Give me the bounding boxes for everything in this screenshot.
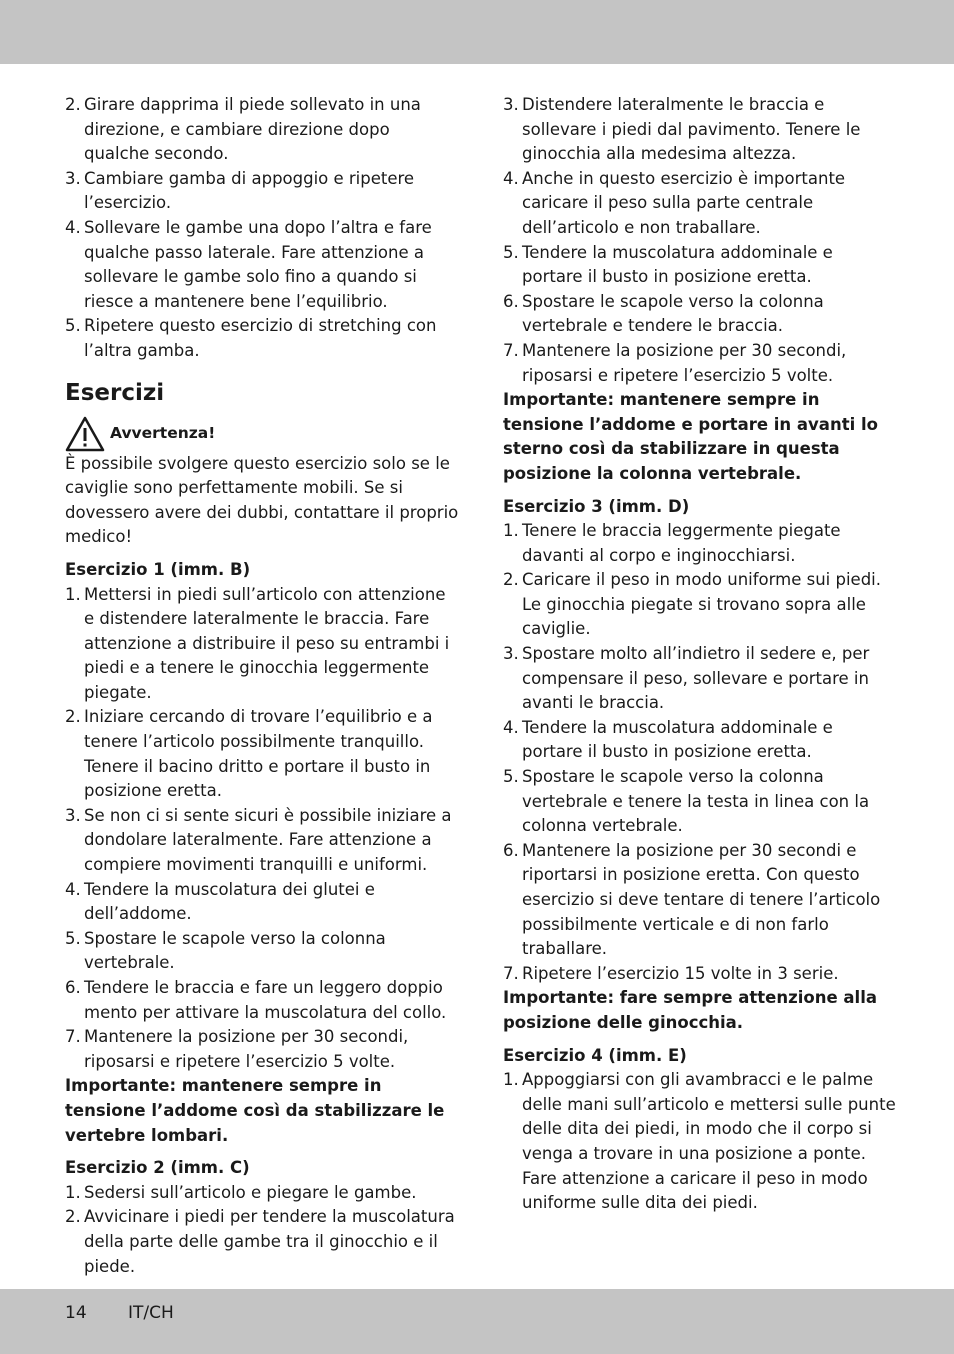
exercise-3-title: Esercizio 3 (imm. D) <box>503 496 690 516</box>
exercise-1-important: Importante: mantenere sempre in tensione l’addome così da stabilizzare le vertebre lombari. <box>65 1076 445 1145</box>
exercise-3-list <box>503 519 898 986</box>
exercise-1-list <box>65 583 460 1075</box>
warning-label: Avvertenza! <box>110 424 216 443</box>
exercise-2-list <box>65 1181 460 1279</box>
list-item: 1. Tenere le braccia leggermente piegate davanti al corpo e inginocchiarsi. <box>503 521 841 565</box>
list-item: 7. Mantenere la posizione per 30 secondi, riposarsi e ripetere l’esercizio 5 volte. <box>503 340 847 385</box>
list-item: 6. Mantenere la posizione per 30 secondi e riportarsi in posizione eretta. Con questo esercizio si deve tentare di tenere l’articolo possibilmente verticale e di non farlo traballare. <box>503 840 881 959</box>
list-item: 5. Tendere la muscolatura addominale e portare il busto in posizione eretta. <box>503 242 833 287</box>
exercise-2-important: Importante: mantenere sempre in tensione l’addome e portare in avanti lo sterno così da stabilizzare in questa posizione la colonna vertebrale. <box>503 390 878 483</box>
list-item: 2. Girare dapprima il piede sollevato in una direzione, e cambiare direzione dopo qualche secondo. <box>65 95 421 164</box>
list-item: 3. Distendere lateralmente le braccia e sollevare i piedi dal pavimento. Tenere le ginocchia alla medesima altezza. <box>503 95 861 164</box>
page-number: 14 <box>65 1303 87 1323</box>
warning-label-row <box>65 416 460 452</box>
list-item: 2. Iniziare cercando di trovare l’equilibrio e a tenere l’articolo possibilmente tranquillo. Tenere il bacino dritto e portare il busto in posizione eretta. <box>65 707 433 801</box>
list-item: 2. Caricare il peso in modo uniforme sui piedi. Le ginocchia piegate si trovano sopra alle caviglie. <box>503 570 882 639</box>
list-item: 2. Avvicinare i piedi per tendere la muscolatura della parte delle gambe tra il ginocchio e il piede. <box>65 1207 455 1276</box>
list-item: 7. Mantenere la posizione per 30 secondi, riposarsi e ripetere l’esercizio 5 volte. <box>65 1027 409 1071</box>
list-item: 5. Spostare le scapole verso la colonna vertebrale e tenere la testa in linea con la colonna vertebrale. <box>503 767 870 836</box>
warning-triangle-icon <box>65 416 105 452</box>
header-bar <box>0 0 954 64</box>
right-column <box>503 93 898 1216</box>
exercise-4-title: Esercizio 4 (imm. E) <box>503 1045 687 1065</box>
exercise-1-title: Esercizio 1 (imm. B) <box>65 559 251 579</box>
list-item: 3. Se non ci si sente sicuri è possibile iniziare a dondolare lateralmente. Fare attenzione a compiere movimenti tranquilli e uniformi. <box>65 805 452 875</box>
exercise-2-list-continued <box>503 93 898 388</box>
list-item: 1. Mettersi in piedi sull’articolo con attenzione e distendere lateralmente le braccia. Fare attenzione a distribuire il peso su entrambi i piedi e a tenere le ginocchia leggermente piegate. <box>65 584 450 702</box>
list-item: 4. Anche in questo esercizio è importante caricare il peso sulla parte centrale dell’articolo e non traballare. <box>503 168 846 237</box>
warning-text: È possibile svolgere questo esercizio solo se le caviglie sono perfettamente mobili. Se si dovessero avere dei dubbi, contattare il proprio medico! <box>65 453 459 547</box>
list-item: 5. Ripetere questo esercizio di stretching con l’altra gamba. <box>65 316 437 360</box>
list-top <box>65 93 460 364</box>
exercise-3-important: Importante: fare sempre attenzione alla posizione delle ginocchia. <box>503 988 877 1032</box>
list-item: 4. Tendere la muscolatura dei glutei e dell’addome. <box>65 879 375 924</box>
list-item: 3. Spostare molto all’indietro il sedere e, per compensare il peso, sollevare e portare in avanti le braccia. <box>503 644 870 713</box>
section-heading: Esercizi <box>65 379 165 406</box>
list-item: 5. Spostare le scapole verso la colonna vertebrale. <box>65 928 386 973</box>
list-item: 6. Tendere le braccia e fare un leggero doppio mento per attivare la muscolatura del collo. <box>65 978 447 1022</box>
language-code: IT/CH <box>128 1303 174 1323</box>
list-item: 4. Sollevare le gambe una dopo l’altra e fare qualche passo laterale. Fare attenzione a sollevare le gambe solo fino a quando si riesce a mantenere bene l’equilibrio. <box>65 217 432 311</box>
exercise-4-list <box>503 1068 898 1216</box>
list-item: 6. Spostare le scapole verso la colonna vertebrale e tendere le braccia. <box>503 291 824 336</box>
list-item: 7. Ripetere l’esercizio 15 volte in 3 serie. <box>503 963 839 983</box>
left-column <box>65 93 460 1279</box>
list-item: 4. Tendere la muscolatura addominale e portare il busto in posizione eretta. <box>503 717 833 762</box>
exercise-2-title: Esercizio 2 (imm. C) <box>65 1158 250 1178</box>
list-item: 3. Cambiare gamba di appoggio e ripetere l’esercizio. <box>65 168 415 213</box>
list-item: 1. Appoggiarsi con gli avambracci e le palme delle mani sull’articolo e mettersi sulle punte delle dita dei piedi, in modo che il corpo si venga a trovare in una posizione a ponte. Fare attenzione a caricare il peso in modo uniforme sulle dita dei piedi. <box>503 1070 896 1213</box>
list-item: 1. Sedersi sull’articolo e piegare le gambe. <box>65 1182 417 1202</box>
